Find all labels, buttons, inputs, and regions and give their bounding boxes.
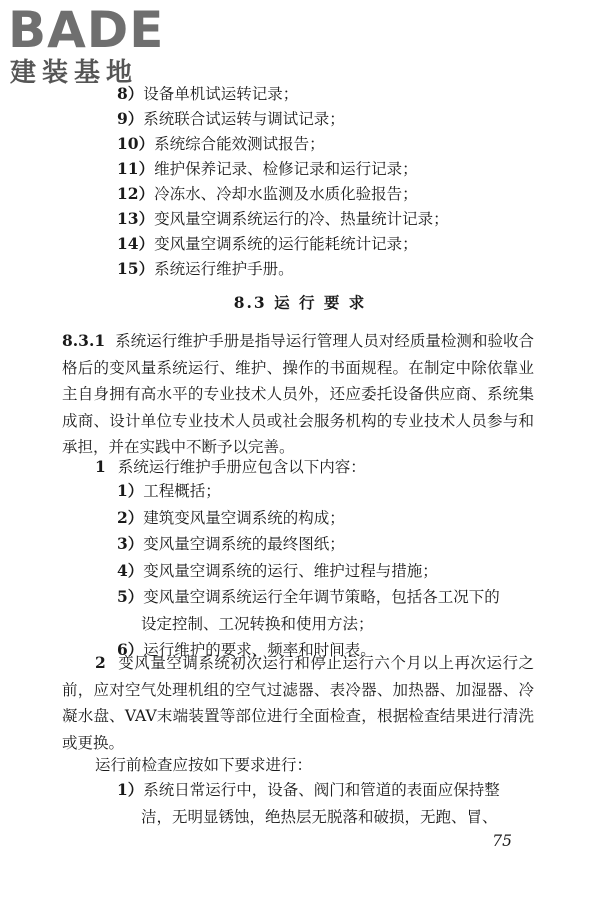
- list-item: 11）维护保养记录、检修记录和运行记录；: [117, 159, 418, 178]
- list-item: 6）运行维护的要求、频率和时间表。: [117, 640, 376, 659]
- precheck-line: 运行前检查应按如下要求进行：: [95, 756, 313, 774]
- clause-number: 8.3.1: [62, 331, 106, 350]
- page-number: 75: [492, 832, 512, 850]
- clause-paragraph: [62, 328, 534, 461]
- numbered-item-paragraph: 2 变风量空调系统初次运行和停止运行六个月以上再次运行之前，应对空气处理机组的空气过滤器、表冷器、加热器、加湿器、冷凝水盘、VAV末端装置等部位进行全面检查，根据检查结果进行清洗或更换。: [62, 653, 534, 752]
- list-item-continuation: 洁，无明显锈蚀，绝热层无脱落和破损，无跑、冒、: [141, 807, 498, 826]
- list-item: 13）变风量空调系统运行的冷、热量统计记录；: [117, 209, 449, 228]
- list-item: 12）冷冻水、冷却水监测及水质化验报告；: [117, 184, 418, 203]
- list-item: 2）建筑变风量空调系统的构成；: [117, 507, 345, 527]
- list-item: 3）变风量空调系统的最终图纸；: [117, 534, 345, 553]
- numbered-item: 1 系统运行维护手册应包含以下内容：: [95, 457, 366, 476]
- list-item: 10）系统综合能效测试报告；: [117, 134, 325, 153]
- list-item: 8）设备单机试运转记录；: [117, 84, 299, 103]
- sub-list: [117, 777, 537, 830]
- logo-subtitle-text: 建装基地: [10, 58, 139, 88]
- list-item: 15）系统运行维护手册。: [117, 259, 294, 278]
- list-item-continuation: 设定控制、工况转换和使用方法；: [141, 614, 374, 633]
- list-item: 9）系统联合试运转与调试记录；: [117, 109, 345, 128]
- list-item: 1）工程概括；: [117, 481, 221, 500]
- clause-text: 系统运行维护手册是指导运行管理人员对经质量检测和验收合格后的变风量系统运行、维护、操作的书面规程。在制定中除依靠业主自身拥有高水平的专业技术人员外，还应委托设备供应商、系统集成商、设计单位专业技术人员或社会服务机构的专业技术人员参与和承担，并在实践中不断予以完善。: [62, 332, 534, 456]
- list-item: 4）变风量空调系统的运行、维护过程与措施；: [117, 560, 438, 580]
- section-heading: 8.3 运 行 要 求: [233, 293, 367, 312]
- logo-brand-text: BADE: [8, 1, 165, 59]
- list-item: 14）变风量空调系统的运行能耗统计记录；: [117, 234, 418, 253]
- sub-list: [117, 478, 537, 664]
- list-item: 5）变风量空调系统运行全年调节策略，包括各工况下的: [117, 587, 500, 606]
- list-item: 1）系统日常运行中，设备、阀门和管道的表面应保持整: [117, 780, 500, 799]
